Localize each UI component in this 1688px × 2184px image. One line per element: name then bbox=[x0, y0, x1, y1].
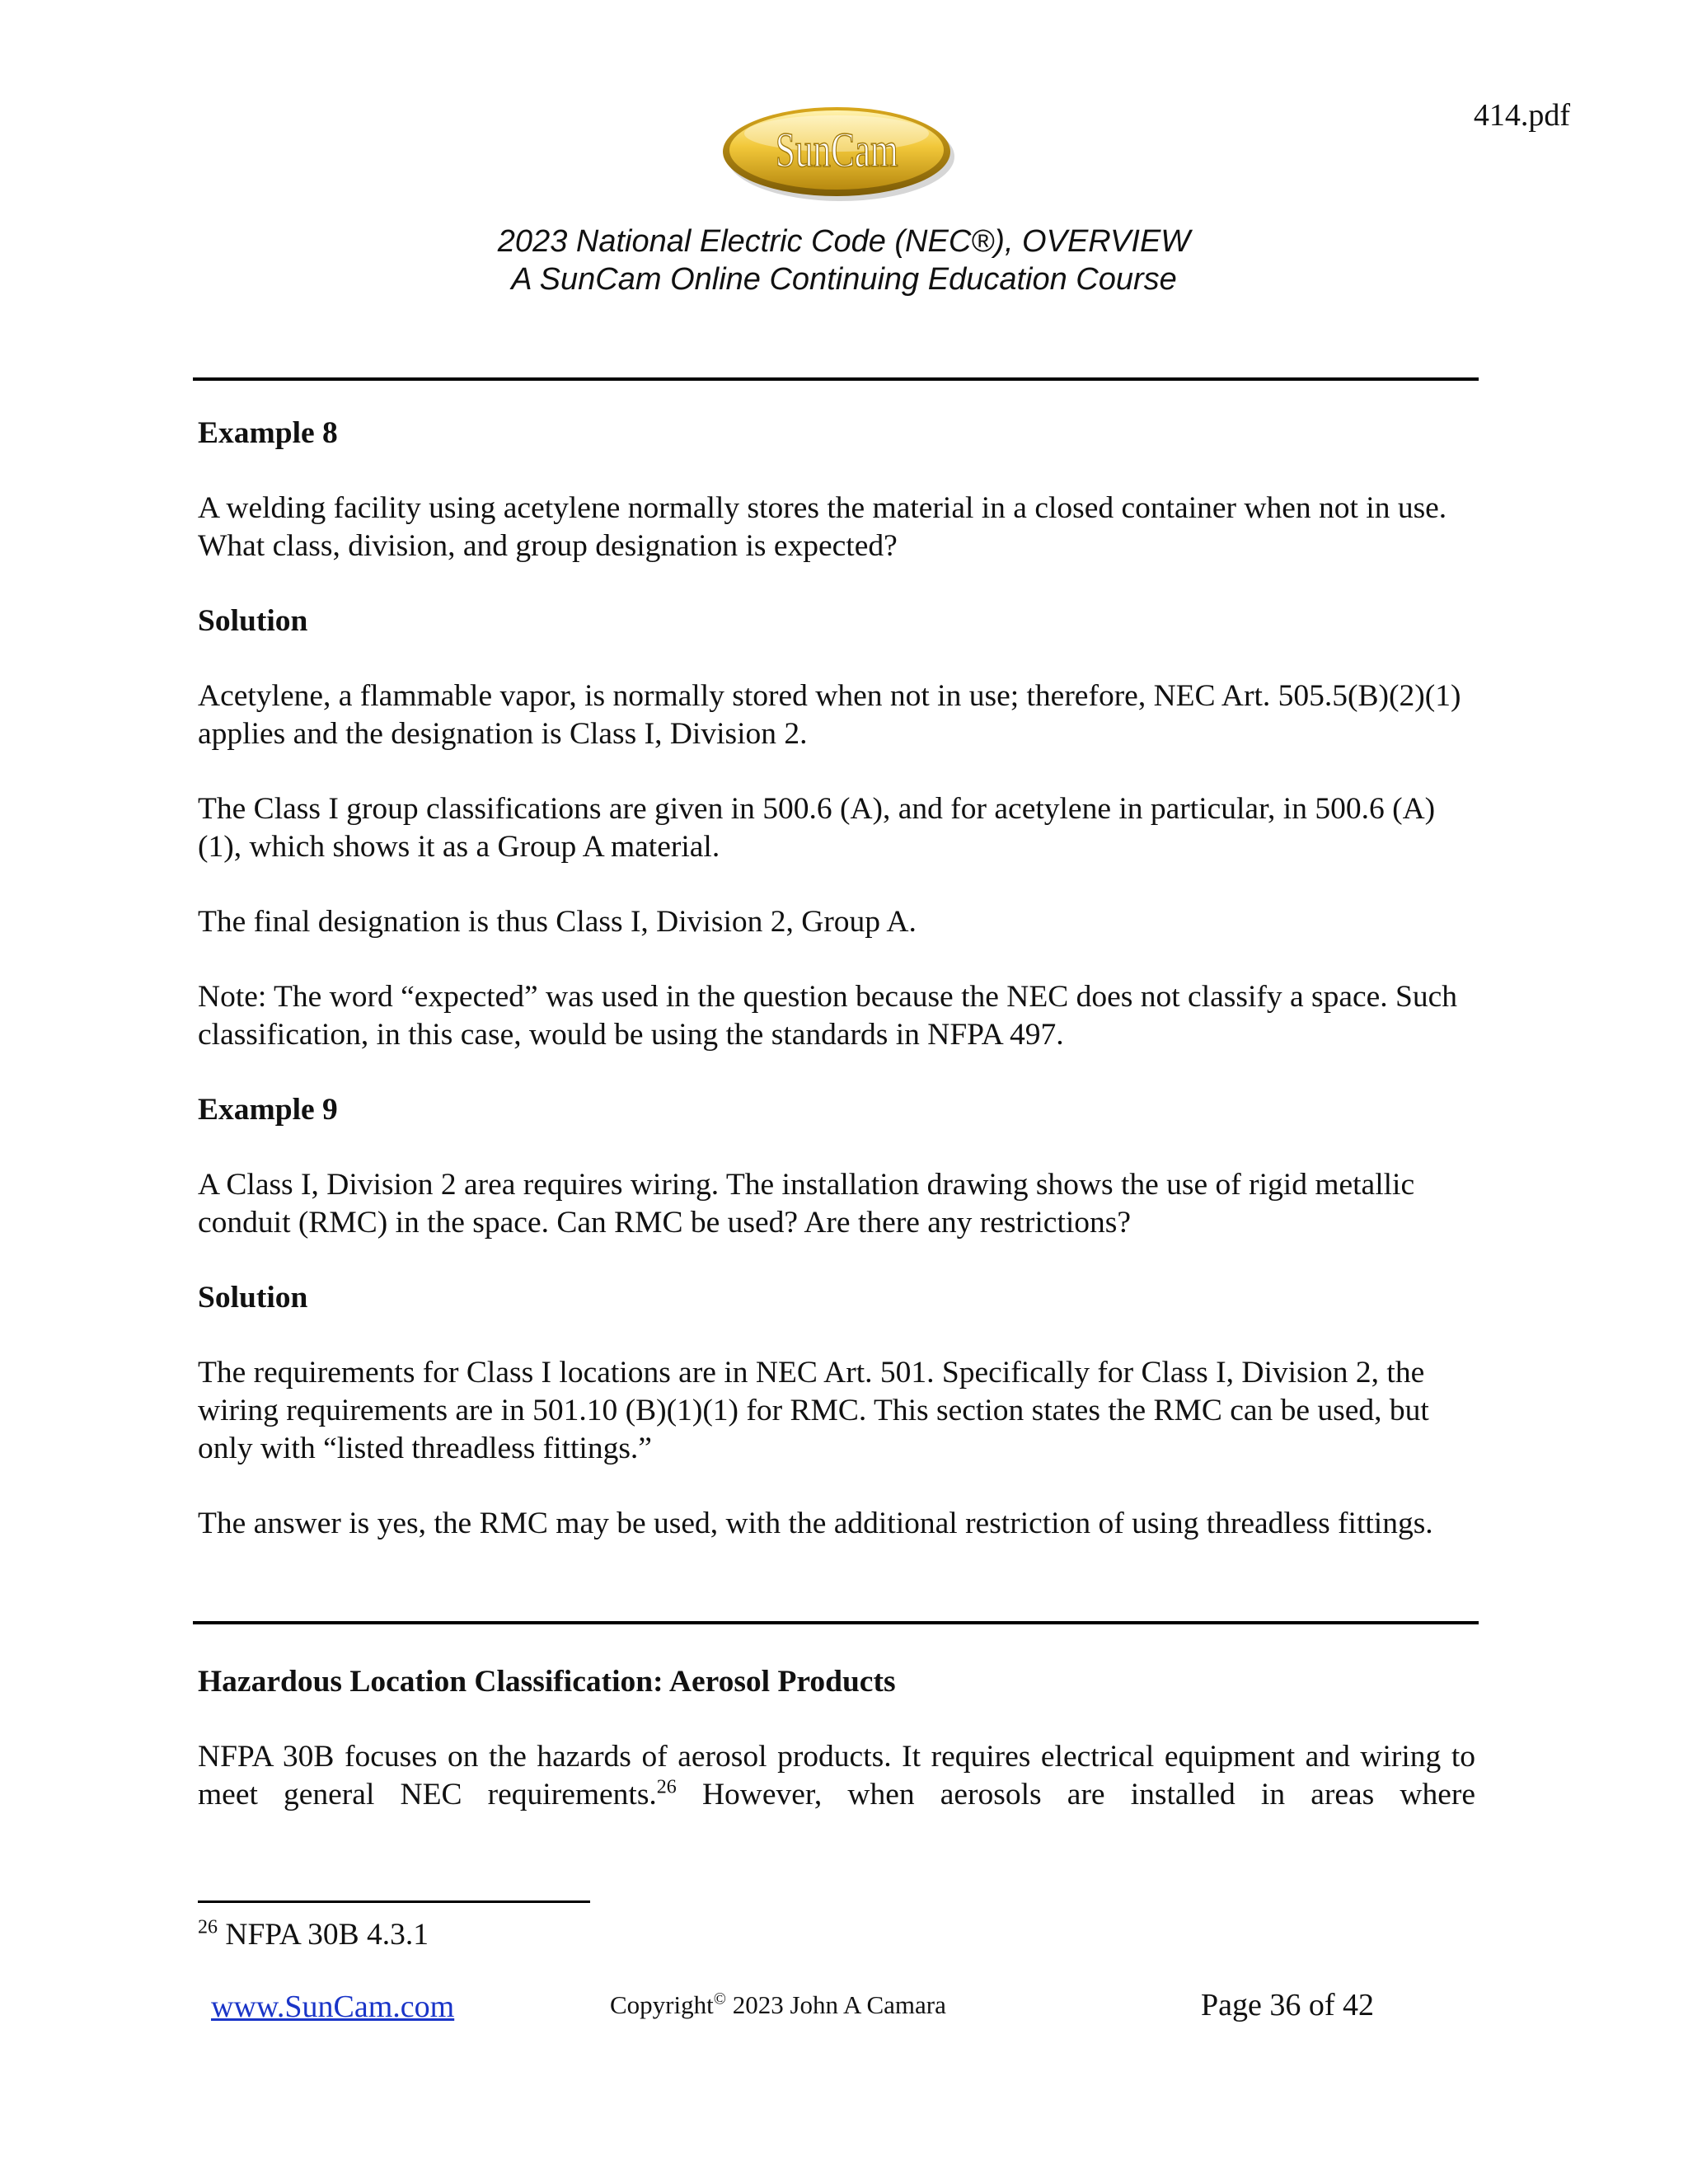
course-subtitle: A SunCam Online Continuing Education Course bbox=[511, 262, 1177, 297]
section-paragraph-text-2: However, when aerosols are installed in areas where bbox=[676, 1778, 1475, 1811]
example-9-question: A Class I, Division 2 area requires wiring. The installation drawing shows the use of rigid metallic conduit (RMC) in the space. Can RMC be used? Are there any restrictions? bbox=[198, 1168, 1415, 1240]
example-8-heading: Example 8 bbox=[198, 416, 338, 450]
section-divider bbox=[193, 1621, 1479, 1624]
page-number: Page 36 of 42 bbox=[1201, 1988, 1375, 2022]
copyright-notice bbox=[610, 1990, 946, 2020]
footnote-reference[interactable]: 26 bbox=[656, 1776, 677, 1798]
copyright-holder: 2023 John A Camara bbox=[725, 1990, 946, 2019]
footnote bbox=[198, 1917, 429, 1952]
svg-text:SunCam: SunCam bbox=[775, 123, 898, 178]
example-8-solution-para-2: The Class I group classifications are given in 500.6 (A), and for acetylene in particular, in 500.6 (A)(1), which shows it as a Group A material. bbox=[198, 792, 1436, 864]
course-title: 2023 National Electric Code (NEC®), OVERVIEW bbox=[497, 224, 1191, 259]
suncam-logo bbox=[719, 102, 958, 205]
example-8-question: A welding facility using acetylene normally stores the material in a closed container when not in use. What class, division, and group designation is expected? bbox=[198, 491, 1447, 563]
page-body bbox=[198, 415, 1475, 1580]
example-8-note: Note: The word “expected” was used in the question because the NEC does not classify a space. Such classification, in this case, would be using the standards in NFPA 497. bbox=[198, 980, 1458, 1052]
footnote-divider bbox=[198, 1900, 590, 1903]
example-8-solution-para-1: Acetylene, a flammable vapor, is normally stored when not in use; therefore, NEC Art. 505.5(B)(2)(1) applies and the designation is Class I, Division 2. bbox=[198, 679, 1461, 751]
section-heading: Hazardous Location Classification: Aerosol Products bbox=[198, 1665, 896, 1699]
example-9-solution-para-1: The requirements for Class I locations are in NEC Art. 501. Specifically for Class I, Division 2, the wiring requirements are in 501.10 (B)(1)(1) for RMC. This section states the RMC can be used, but only with “listed threadless fittings.” bbox=[198, 1356, 1429, 1465]
example-8-solution-para-3: The final designation is thus Class I, Division 2, Group A. bbox=[198, 905, 917, 939]
copyright-symbol: © bbox=[713, 1990, 726, 2008]
example-9-heading: Example 9 bbox=[198, 1093, 338, 1127]
example-8-solution-heading: Solution bbox=[198, 604, 308, 638]
example-9-solution-heading: Solution bbox=[198, 1281, 308, 1315]
example-9-solution-para-2: The answer is yes, the RMC may be used, with the additional restriction of using threadless fittings. bbox=[198, 1507, 1433, 1540]
copyright-word: Copyright bbox=[610, 1990, 714, 2019]
header-divider bbox=[193, 377, 1479, 381]
footnote-text: NFPA 30B 4.3.1 bbox=[218, 1918, 429, 1952]
footnote-number: 26 bbox=[198, 1916, 218, 1938]
section-paragraph-text-1: NFPA 30B focuses on the hazards of aerosol products. It requires electrical equipment and wiring to meet general NEC requirements. bbox=[198, 1740, 1475, 1811]
website-link[interactable]: www.SunCam.com bbox=[211, 1990, 455, 2024]
section-paragraph bbox=[198, 1738, 1475, 1814]
document-filename: 414.pdf bbox=[1473, 98, 1570, 133]
section-body bbox=[198, 1663, 1475, 1851]
